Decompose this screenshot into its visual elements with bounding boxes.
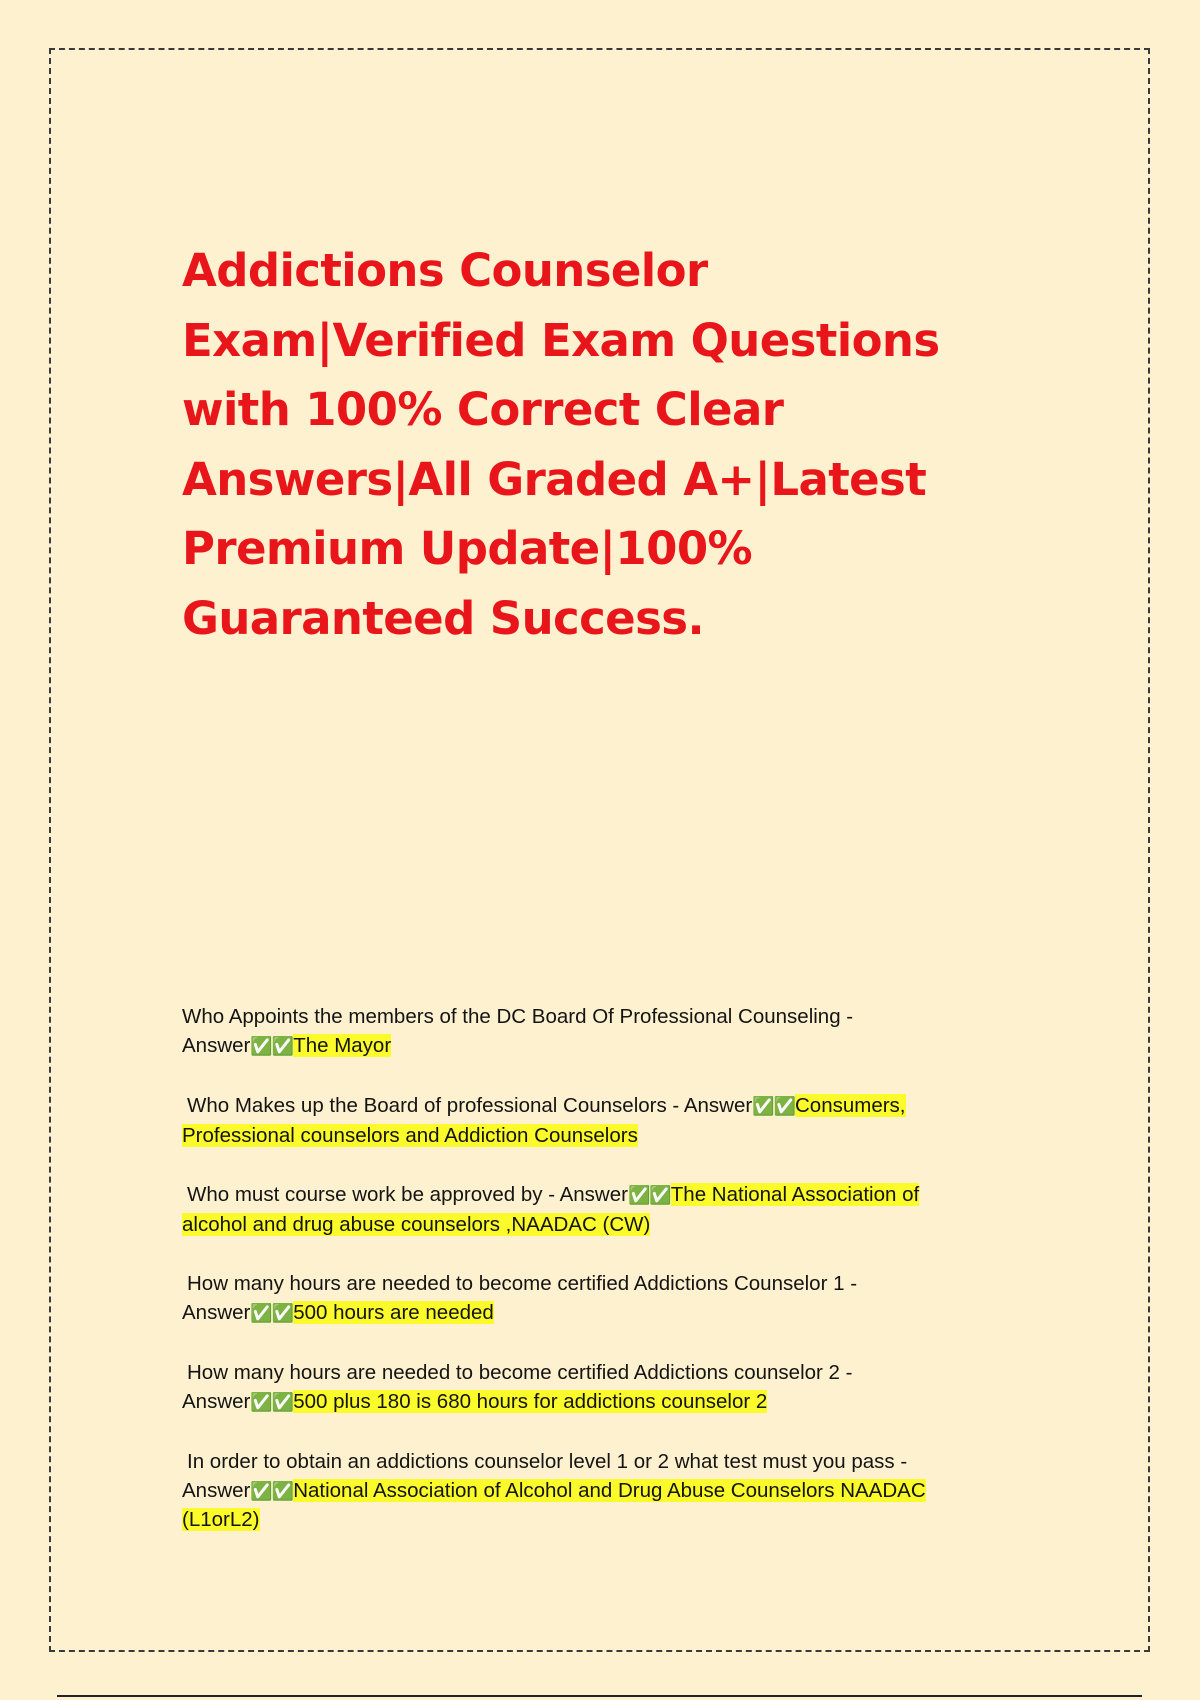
check-mark-icon: ✅✅ — [627, 1185, 671, 1206]
footer-rule — [57, 1695, 1142, 1697]
title-line: Premium Update|100% — [182, 522, 753, 575]
answer-prefix: Answer — [182, 1300, 251, 1324]
answer-highlight: The National Association of — [670, 1183, 920, 1206]
answer-prefix: Answer — [182, 1389, 251, 1413]
question-text: In order to obtain an addictions counselor level 1 or 2 what test must you pass - — [187, 1450, 908, 1473]
check-mark-icon: ✅✅ — [250, 1480, 294, 1502]
answer-highlight: alcohol and drug abuse counselors ,NAADAC (CW) — [182, 1212, 651, 1236]
title-line: Answers|All Graded A+|Latest — [182, 452, 927, 506]
answer-line — [182, 1211, 1032, 1240]
answer-line — [182, 1388, 1032, 1418]
answer-highlight: 500 hours are needed — [293, 1300, 494, 1324]
answer-line — [182, 1122, 1032, 1151]
answer-highlight: The Mayor — [293, 1033, 392, 1057]
qa-item — [182, 1181, 1032, 1239]
title-line: Exam|Verified Exam Questions — [182, 313, 940, 367]
answer-line — [182, 1506, 1032, 1535]
answer-line — [182, 1299, 1032, 1329]
qa-item — [182, 1003, 1032, 1061]
question-text: Who Appoints the members of the DC Board Of Professional Counseling - — [182, 1005, 854, 1028]
answer-highlight: 500 plus 180 is 680 hours for addictions counselor 2 — [293, 1389, 768, 1413]
question-text: Who Makes up the Board of professional Counselors - Answer — [187, 1094, 753, 1117]
check-mark-icon: ✅✅ — [752, 1096, 795, 1117]
title-line: with 100% Correct Clear — [182, 383, 784, 436]
check-mark-icon: ✅✅ — [250, 1302, 294, 1324]
question-text: Who must course work be approved by - Answer — [187, 1183, 628, 1206]
qa-item — [182, 1359, 1032, 1417]
question-text: How many hours are needed to become certified Addictions Counselor 1 - — [187, 1272, 858, 1295]
check-mark-icon: ✅✅ — [250, 1391, 294, 1413]
answer-highlight: National Association of Alcohol and Drug Abuse Counselors NAADAC — [293, 1478, 926, 1502]
answer-line — [182, 1032, 1032, 1062]
qa-item — [182, 1092, 1032, 1150]
qa-item — [182, 1270, 1032, 1328]
answer-prefix: Answer — [182, 1033, 251, 1057]
title-line: Addictions Counselor — [182, 244, 708, 297]
question-line — [182, 1092, 1032, 1122]
title-line: Guaranteed Success. — [182, 591, 704, 645]
answer-highlight: Consumers, — [795, 1094, 906, 1117]
qa-item — [182, 1448, 1032, 1535]
question-line — [182, 1181, 1032, 1211]
question-text: How many hours are needed to become certified Addictions counselor 2 - — [187, 1361, 853, 1384]
answer-highlight: (L1orL2) — [182, 1508, 260, 1531]
answer-line — [182, 1477, 1032, 1507]
answer-prefix: Answer — [182, 1478, 251, 1502]
answer-highlight: Professional counselors and Addiction Counselors — [182, 1123, 638, 1147]
qa-list — [182, 1003, 1032, 1535]
document-title — [182, 236, 1002, 653]
check-mark-icon: ✅✅ — [250, 1035, 294, 1057]
